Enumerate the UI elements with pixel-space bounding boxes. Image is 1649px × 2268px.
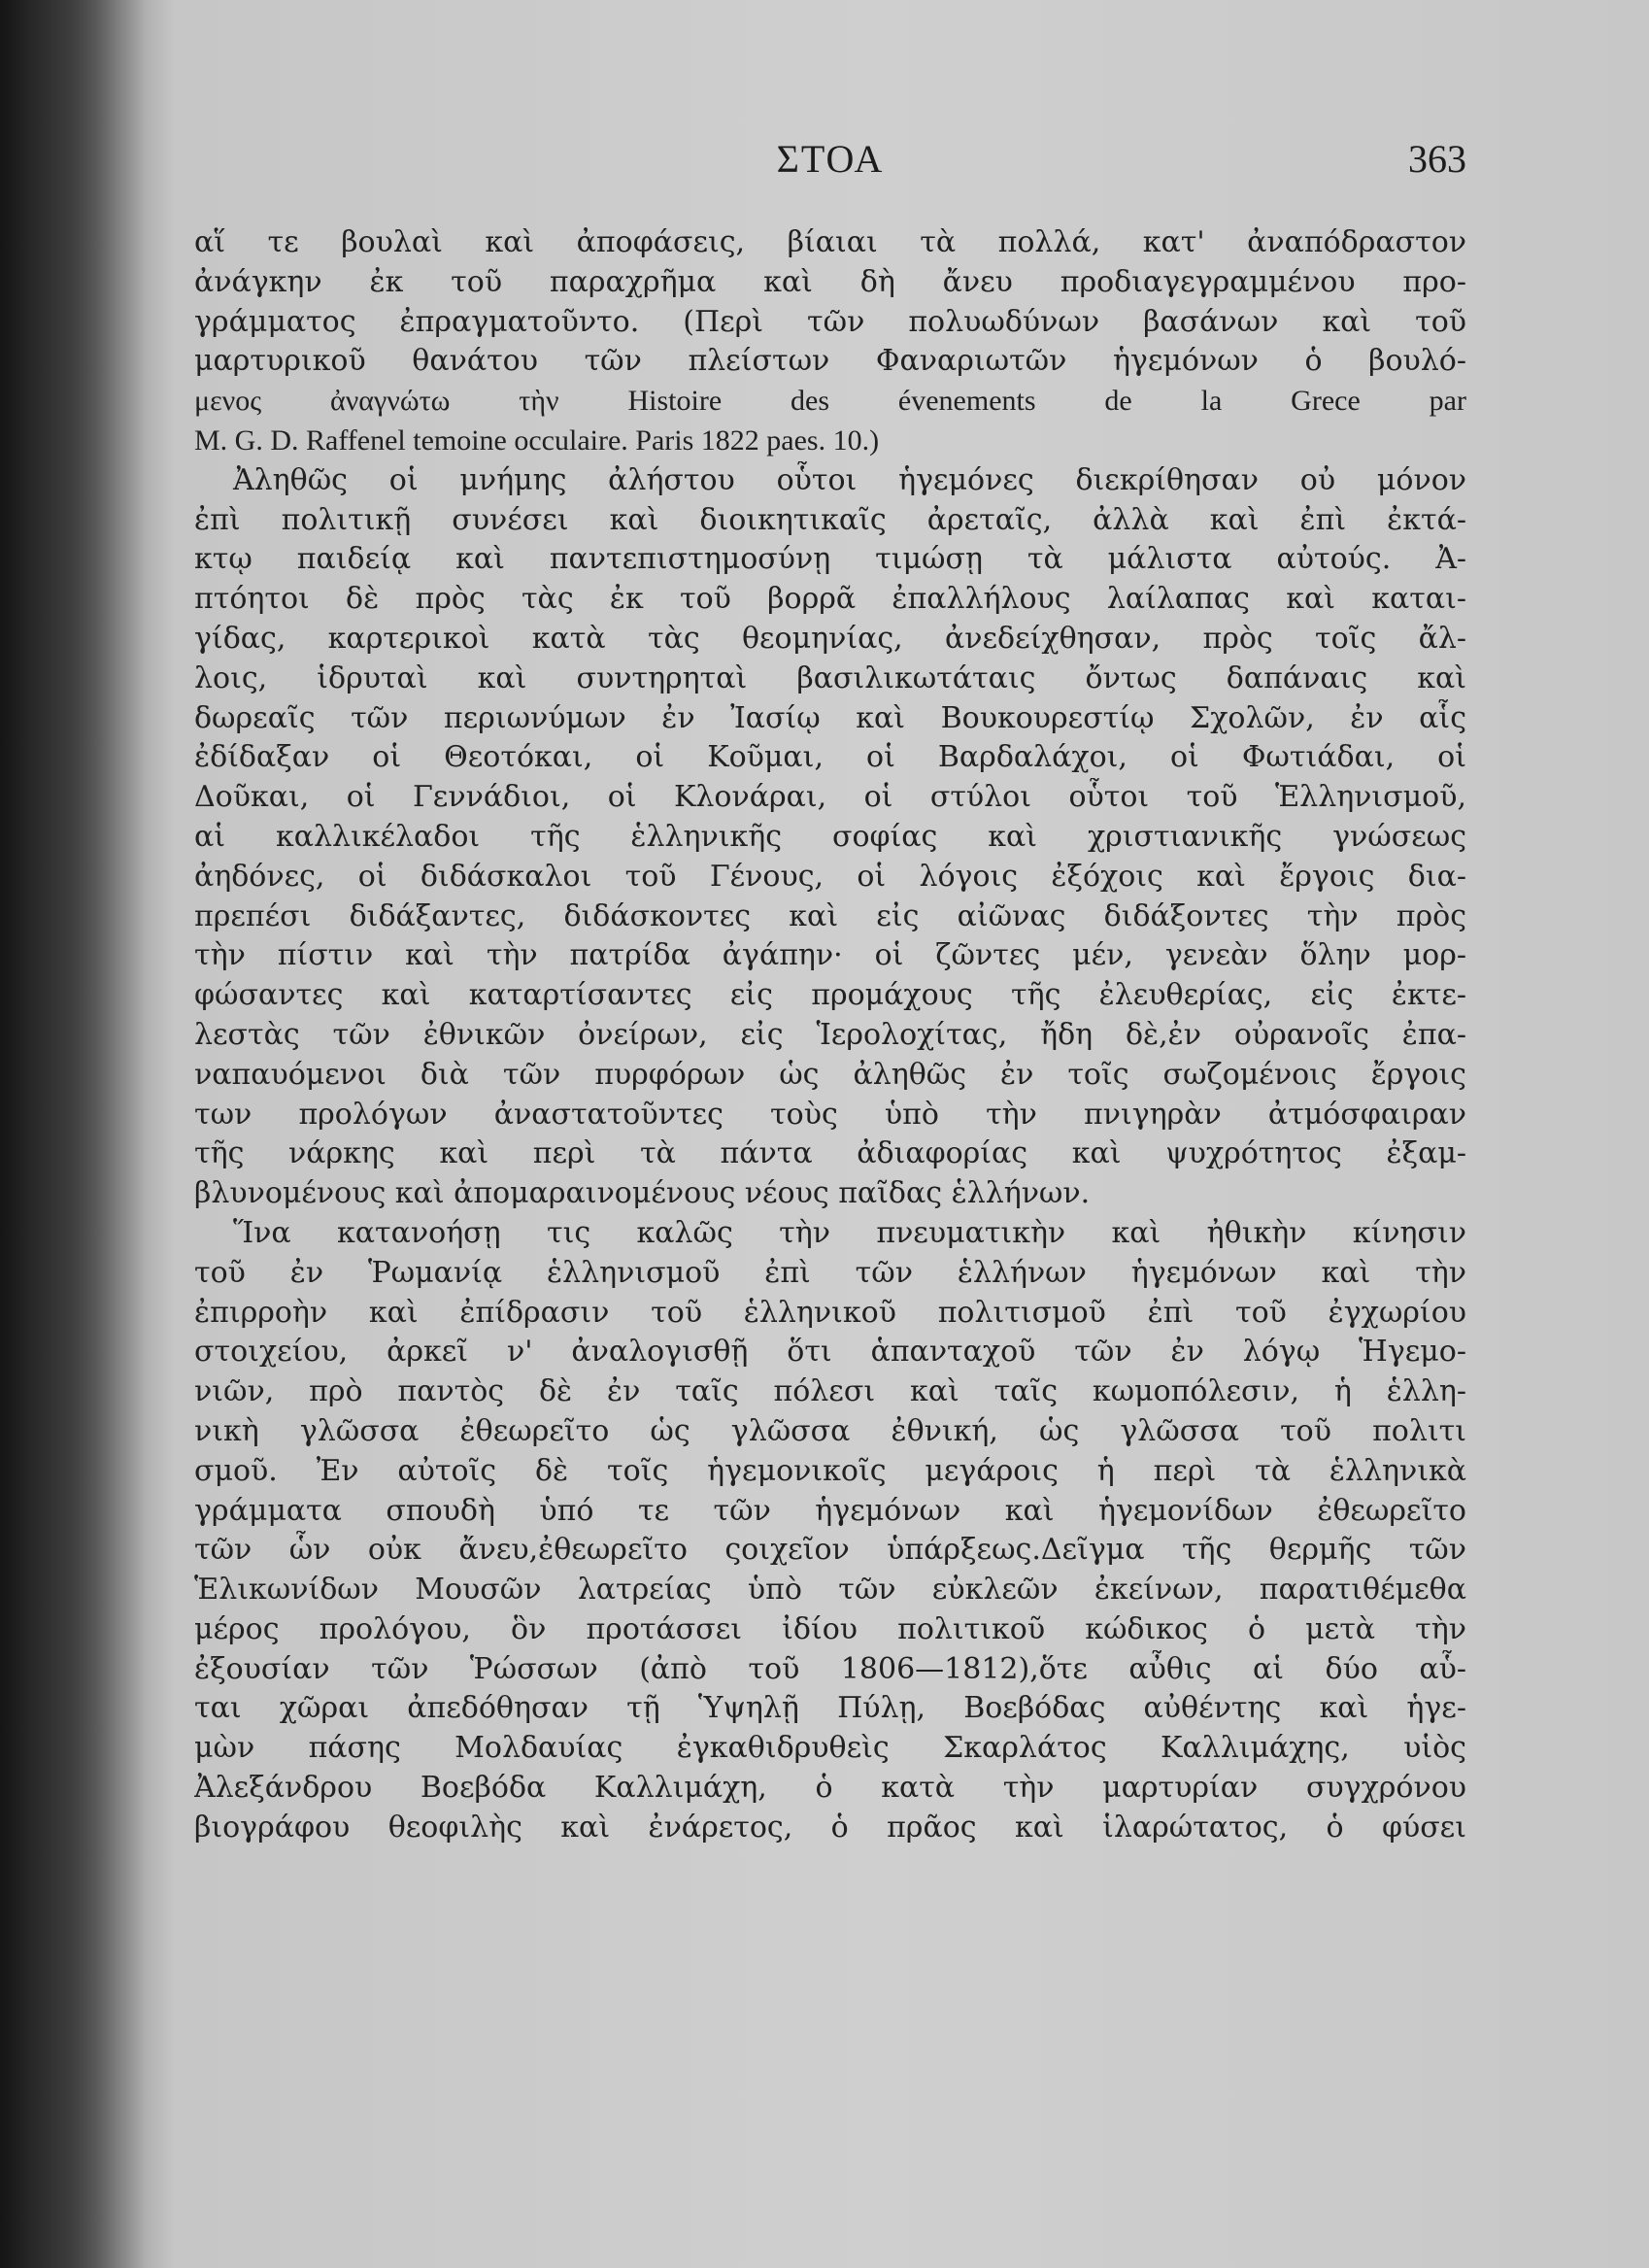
text-line: Ἀληθῶς οἱ μνήμης ἀλήστου οὗτοι ἡγεμόνες διεκρίθησαν οὐ μόνον <box>233 462 1466 497</box>
text-line: M. G. D. Raffenel temoine occulaire. Paris 1822 paes. 10.) <box>194 423 880 457</box>
text-line: δωρεαῖς τῶν περιωνύμων ἐν Ἰασίῳ καὶ Βουκουρεστίῳ Σχολῶν, ἐν αἷς <box>194 700 1466 735</box>
text-line: τὴν πίστιν καὶ τὴν πατρίδα ἀγάπην· οἱ ζῶντες μέν, γενεὰν ὅλην μορ- <box>194 938 1466 973</box>
body-text <box>194 223 1466 2224</box>
text-line: ναπαυόμενοι διὰ τῶν πυρφόρων ὡς ἀληθῶς ἐν τοῖς σωζομένοις ἔργοις <box>194 1057 1466 1092</box>
text-line: Ἵνα κατανοήσῃ τις καλῶς τὴν πνευματικὴν καὶ ἠθικὴν κίνησιν <box>233 1215 1466 1250</box>
text-line: τῶν ὧν οὐκ ἄνευ,ἐθεωρεῖτο ςοιχεῖον ὑπάρξεως.Δεῖγμα τῆς θερμῆς τῶν <box>194 1533 1466 1568</box>
text-line: φώσαντες καὶ καταρτίσαντες εἰς προμάχους τῆς ἐλευθερίας, εἰς ἐκτε- <box>194 978 1466 1013</box>
text-line: ται χῶραι ἀπεδόθησαν τῇ Ὑψηλῇ Πύλῃ, Βοεβόδας αὐθέντης καὶ ἡγε- <box>194 1691 1466 1726</box>
text-line: μὼν πάσης Μολδαυίας ἐγκαθιδρυθεὶς Σκαρλάτος Καλλιμάχης, υἱὸς <box>194 1731 1466 1766</box>
text-line: ἐπὶ πολιτικῇ συνέσει καὶ διοικητικαῖς ἀρεταῖς, ἀλλὰ καὶ ἐπὶ ἐκτά- <box>194 502 1466 537</box>
text-line: πτόητοι δὲ πρὸς τὰς ἐκ τοῦ βορρᾶ ἐπαλλήλους λαίλαπας καὶ καται- <box>194 582 1466 617</box>
text-line: ἐδίδαξαν οἱ Θεοτόκαι, οἱ Κοῦμαι, οἱ Βαρδαλάχοι, οἱ Φωτιάδαι, οἱ <box>194 740 1466 775</box>
text-line: τοῦ ἐν Ῥωμανίᾳ ἑλληνισμοῦ ἐπὶ τῶν ἑλλήνων ἡγεμόνων καὶ τὴν <box>194 1255 1466 1290</box>
text-line: στοιχείου, ἀρκεῖ ν' ἀναλογισθῇ ὅτι ἁπανταχοῦ τῶν ἐν λόγῳ Ἡγεμο- <box>194 1335 1466 1370</box>
text-line: γράμματος ἐπραγματοῦντο. (Περὶ τῶν πολυωδύνων βασάνων καὶ τοῦ <box>194 304 1466 339</box>
text-line: ἐπιρροὴν καὶ ἐπίδρασιν τοῦ ἑλληνικοῦ πολιτισμοῦ ἐπὶ τοῦ ἐγχωρίου <box>194 1295 1466 1330</box>
running-title: ΣΤΟΑ <box>776 137 885 181</box>
page-header <box>194 136 1466 194</box>
binding-gutter-shadow <box>0 0 146 2268</box>
text-line: βιογράφου θεοφιλὴς καὶ ἐνάρετος, ὁ πρᾶος καὶ ἱλαρώτατος, ὁ φύσει <box>194 1810 1466 1845</box>
text-line: ἀηδόνες, οἱ διδάσκαλοι τοῦ Γένους, οἱ λόγοις ἐξόχοις καὶ ἔργοις δια- <box>194 859 1466 894</box>
text-line: Ἀλεξάνδρου Βοεβόδα Καλλιμάχη, ὁ κατὰ τὴν μαρτυρίαν συγχρόνου <box>194 1771 1466 1806</box>
text-line: σμοῦ. Ἐν αὐτοῖς δὲ τοῖς ἡγεμονικοῖς μεγάροις ἡ περὶ τὰ ἑλληνικὰ <box>194 1453 1466 1488</box>
text-line: βλυνομένους καὶ ἀπομαραινομένους νέους παῖδας ἑλλήνων. <box>194 1176 1091 1211</box>
text-line: αἵ τε βουλαὶ καὶ ἀποφάσεις, βίαιαι τὰ πολλά, κατ' ἀναπόδραστον <box>194 225 1466 259</box>
text-line: μέρος προλόγου, ὃν προτάσσει ἰδίου πολιτικοῦ κώδικος ὁ μετὰ τὴν <box>194 1611 1466 1646</box>
text-line: πρεπέσι διδάξαντες, διδάσκοντες καὶ εἰς αἰῶνας διδάξοντες τὴν πρὸς <box>194 898 1466 933</box>
text-line: λεστὰς τῶν ἐθνικῶν ὀνείρων, εἰς Ἱερολοχίτας, ἤδη δὲ,ἐν οὐρανοῖς ἐπα- <box>194 1017 1466 1052</box>
text-line: ἀνάγκην ἐκ τοῦ παραχρῆμα καὶ δὴ ἄνευ προδιαγεγραμμένου προ- <box>194 264 1466 299</box>
text-line: γίδας, καρτερικοὶ κατὰ τὰς θεομηνίας, ἀνεδείχθησαν, πρὸς τοῖς ἄλ- <box>194 621 1466 656</box>
page-number: 363 <box>1408 137 1466 181</box>
text-line: κτῳ παιδείᾳ καὶ παντεπιστημοσύνῃ τιμώσῃ τὰ μάλιστα αὐτούς. Ἀ- <box>194 542 1466 577</box>
text-line: των προλόγων ἀναστατοῦντες τοὺς ὑπὸ τὴν πνιγηρὰν ἀτμόσφαιραν <box>194 1097 1466 1132</box>
text-line: λοις, ἱδρυταὶ καὶ συντηρηταὶ βασιλικωτάταις ὄντως δαπάναις καὶ <box>194 660 1466 695</box>
text-line: νικὴ γλῶσσα ἐθεωρεῖτο ὡς γλῶσσα ἐθνική, ὡς γλῶσσα τοῦ πολιτι <box>194 1413 1466 1448</box>
text-line: Δοῦκαι, οἱ Γεννάδιοι, οἱ Κλονάραι, οἱ στύλοι οὗτοι τοῦ Ἑλληνισμοῦ, <box>194 780 1466 815</box>
text-line: αἱ καλλικέλαδοι τῆς ἑλληνικῆς σοφίας καὶ χριστιανικῆς γνώσεως <box>194 819 1466 854</box>
text-line: τῆς νάρκης καὶ περὶ τὰ πάντα ἀδιαφορίας καὶ ψυχρότητος ἐξαμ- <box>194 1136 1466 1171</box>
text-line: γράμματα σπουδὴ ὑπό τε τῶν ἡγεμόνων καὶ ἡγεμονίδων ἐθεωρεῖτο <box>194 1493 1466 1528</box>
text-line: μαρτυρικοῦ θανάτου τῶν πλείστων Φαναριωτῶν ἡγεμόνων ὁ βουλό- <box>194 344 1466 379</box>
text-line: ἐξουσίαν τῶν Ῥώσσων (ἀπὸ τοῦ 1806—1812),ὅτε αὖθις αἱ δύο αὗ- <box>194 1651 1466 1686</box>
text-line: Ἑλικωνίδων Μουσῶν λατρείας ὑπὸ τῶν εὐκλεῶν ἐκείνων, παρατιθέμεθα <box>194 1573 1466 1608</box>
text-line: νιῶν, πρὸ παντὸς δὲ ἐν ταῖς πόλεσι καὶ ταῖς κωμοπόλεσιν, ἡ ἑλλη- <box>194 1374 1466 1409</box>
text-line: μενος ἀναγνώτω τὴν Histoire des évenements de la Grece par <box>194 385 1466 418</box>
